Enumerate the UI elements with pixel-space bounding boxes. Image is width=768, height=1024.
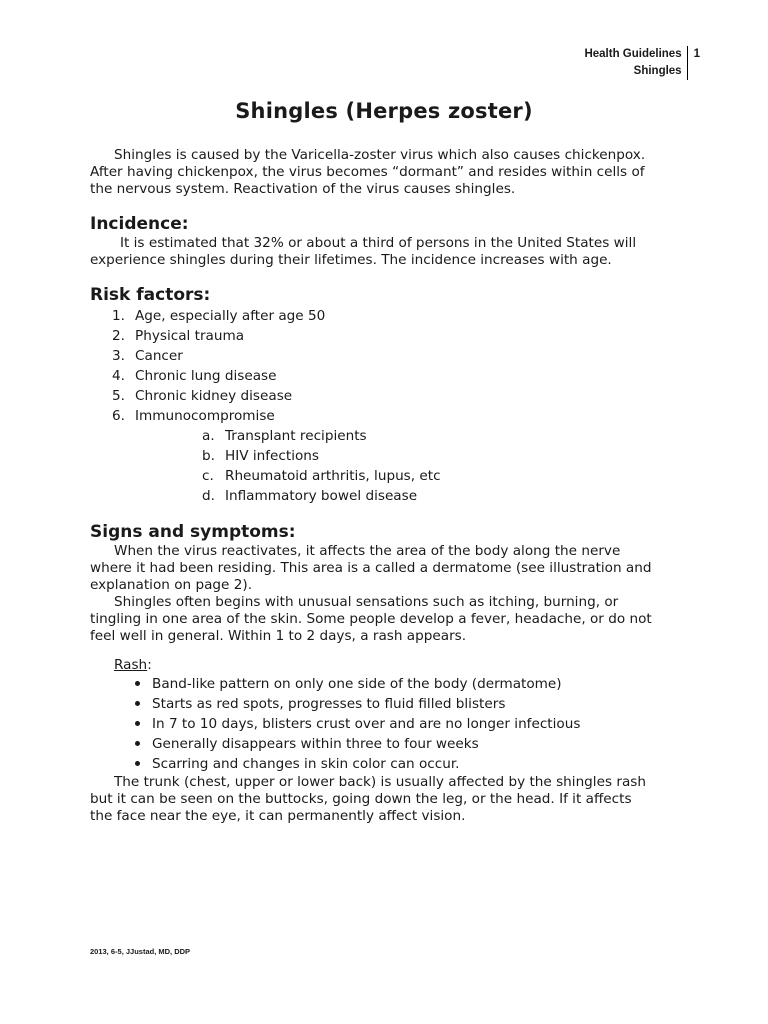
bullet-icon xyxy=(135,681,140,686)
rash-list xyxy=(90,674,655,774)
sublist-item xyxy=(135,446,655,466)
running-header xyxy=(584,46,700,80)
page-footer: 2013, 6-5, JJustad, MD, DDP xyxy=(90,947,191,956)
incidence-paragraph: It is estimated that 32% or about a third of persons in the United States will experience shingles during their lifetimes. The incidence increases with age. xyxy=(90,235,637,268)
sublist-item xyxy=(135,426,655,446)
signs-symptoms-heading: Signs and symptoms: xyxy=(90,522,296,542)
page-number: 1 xyxy=(693,48,700,60)
list-item-text: Generally disappears within three to four weeks xyxy=(152,736,479,752)
list-item-text: In 7 to 10 days, blisters crust over and are no longer infectious xyxy=(152,716,581,732)
document-body xyxy=(90,147,655,825)
sublist-item-text: Rheumatoid arthritis, lupus, etc xyxy=(225,468,441,484)
incidence-heading: Incidence: xyxy=(90,214,189,234)
sublist-letter: b. xyxy=(202,448,215,464)
page-title: Shingles (Herpes zoster) xyxy=(235,99,533,123)
bullet-icon xyxy=(135,761,140,766)
sublist-item-text: HIV infections xyxy=(225,448,319,464)
sublist-letter: c. xyxy=(202,468,214,484)
list-item xyxy=(90,326,655,346)
list-item-text: Age, especially after age 50 xyxy=(135,308,326,324)
sublist-letter: a. xyxy=(202,428,215,444)
list-item xyxy=(90,714,655,734)
list-item-text: Starts as red spots, progresses to fluid filled blisters xyxy=(152,696,506,712)
sublist-item xyxy=(135,486,655,506)
list-item xyxy=(90,386,655,406)
bullet-icon xyxy=(135,701,140,706)
bullet-icon xyxy=(135,741,140,746)
header-subtitle: Shingles xyxy=(633,65,682,77)
list-item-text: Immunocompromise xyxy=(135,408,275,424)
intro-paragraph: Shingles is caused by the Varicella-zoster virus which also causes chickenpox. After having chickenpox, the virus becomes “dormant” and resides within cells of the nervous system. Reactivation of the virus causes shingles. xyxy=(90,147,646,197)
bullet-icon xyxy=(135,721,140,726)
header-text xyxy=(584,46,687,80)
list-item xyxy=(90,406,655,506)
header-title: Health Guidelines xyxy=(584,48,682,60)
signs-paragraph-1: When the virus reactivates, it affects the area of the body along the nerve where it had been residing. This area is a called a dermatome (see illustration and explanation on page 2). xyxy=(90,543,652,593)
rash-label-colon: : xyxy=(147,657,152,673)
list-item xyxy=(90,734,655,754)
sublist-letter: d. xyxy=(202,488,215,504)
list-item-text: Scarring and changes in skin color can occur. xyxy=(152,756,460,772)
list-number: 6. xyxy=(112,408,125,424)
list-item xyxy=(90,694,655,714)
list-item xyxy=(90,754,655,774)
list-item-text: Cancer xyxy=(135,348,183,364)
sublist-item xyxy=(135,466,655,486)
list-item-text: Physical trauma xyxy=(135,328,245,344)
rash-label-text: Rash xyxy=(114,657,148,673)
list-item-text: Band-like pattern on only one side of the body (dermatome) xyxy=(152,676,562,692)
sublist-item-text: Inflammatory bowel disease xyxy=(225,488,418,504)
list-item xyxy=(90,306,655,326)
signs-paragraph-2: Shingles often begins with unusual sensations such as itching, burning, or tingling in one area of the skin. Some people develop a fever, headache, or do not feel well in general. Within 1 to 2 days, a rash appears. xyxy=(90,594,652,644)
list-item-text: Chronic kidney disease xyxy=(135,388,293,404)
list-number: 2. xyxy=(112,328,125,344)
immunocompromise-sublist xyxy=(135,426,655,506)
risk-factors-list xyxy=(90,306,655,506)
rash-label xyxy=(90,656,655,674)
list-item xyxy=(90,346,655,366)
risk-factors-heading: Risk factors: xyxy=(90,285,211,305)
list-item xyxy=(90,366,655,386)
list-number: 1. xyxy=(112,308,125,324)
list-number: 3. xyxy=(112,348,125,364)
sublist-item-text: Transplant recipients xyxy=(225,428,367,444)
list-item xyxy=(90,674,655,694)
list-number: 5. xyxy=(112,388,125,404)
list-item-text: Chronic lung disease xyxy=(135,368,277,384)
list-number: 4. xyxy=(112,368,125,384)
signs-paragraph-3: The trunk (chest, upper or lower back) is usually affected by the shingles rash but it can be seen on the buttocks, going down the leg, or the head. If it affects the face near the eye, it can permanently affect vision. xyxy=(90,774,646,824)
